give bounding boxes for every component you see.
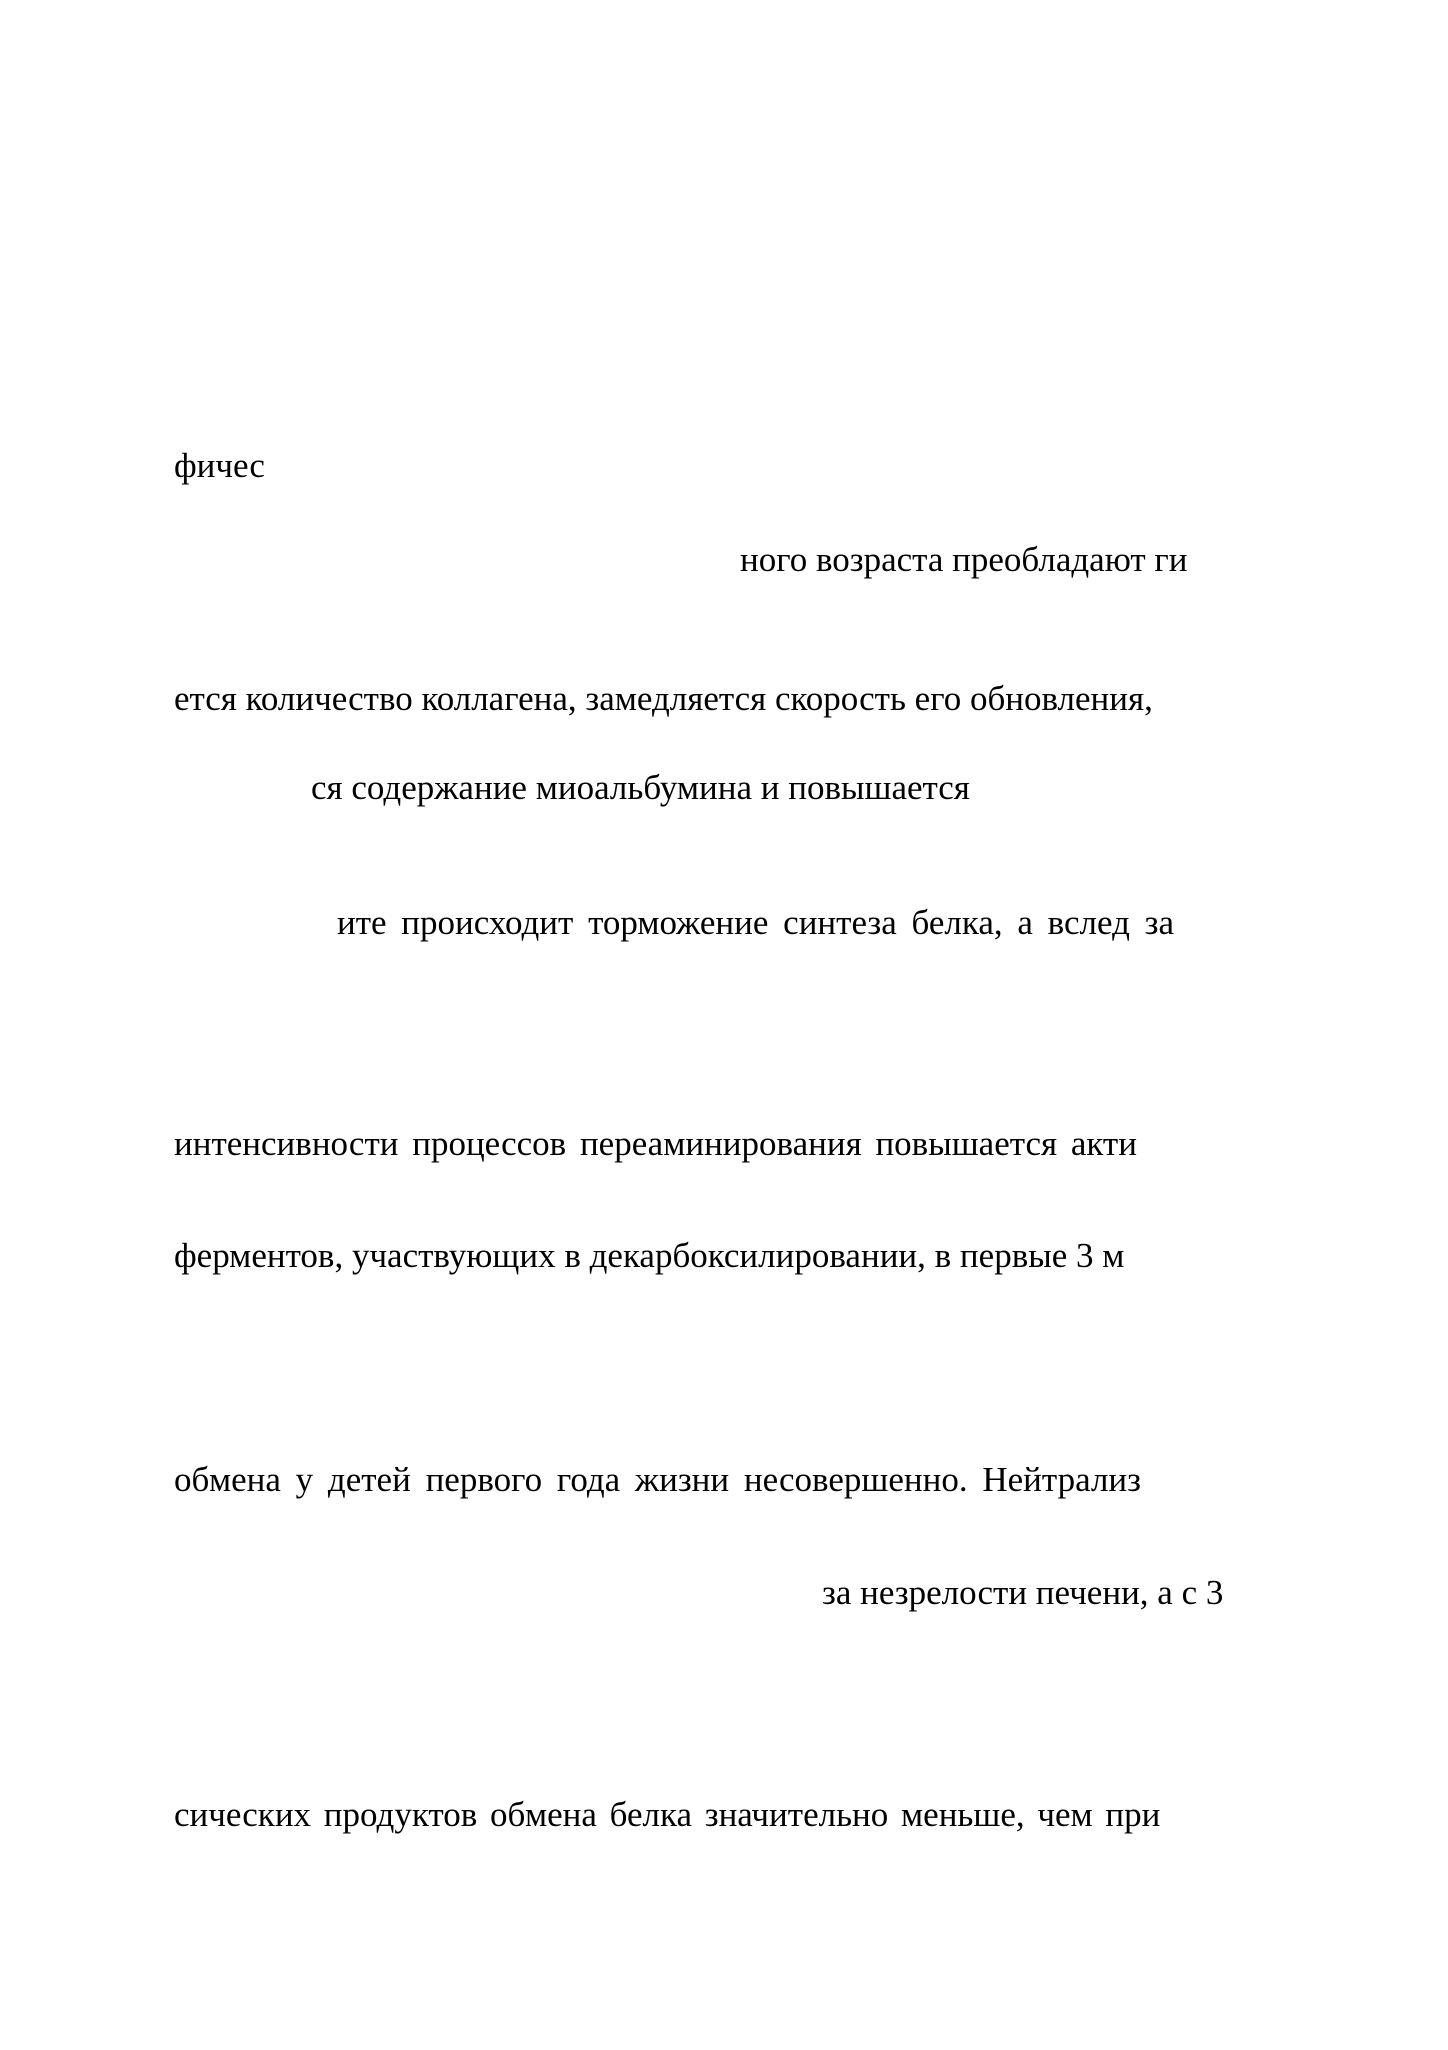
text-line: фичес xyxy=(174,446,265,485)
text-line: ферментов, участвующих в декарбоксилировании, в первые 3 м xyxy=(174,1236,1125,1275)
text-line: ся содержание миоальбумина и повышается xyxy=(311,768,970,807)
text-line: обмена у детей первого года жизни несовершенно. Нейтрализ xyxy=(174,1460,1141,1499)
text-line: ется количество коллагена, замедляется скорость его обновления, xyxy=(174,679,1153,718)
text-line: ите происходит торможение синтеза белка, а вслед за xyxy=(337,903,1174,942)
text-line: сических продуктов обмена белка значительно меньше, чем при xyxy=(174,1795,1161,1834)
text-line: ного возраста преобладают ги xyxy=(740,540,1188,579)
text-line: интенсивности процессов переаминирования повышается акти xyxy=(174,1124,1137,1163)
text-line: за незрелости печени, а с 3 xyxy=(822,1573,1224,1612)
